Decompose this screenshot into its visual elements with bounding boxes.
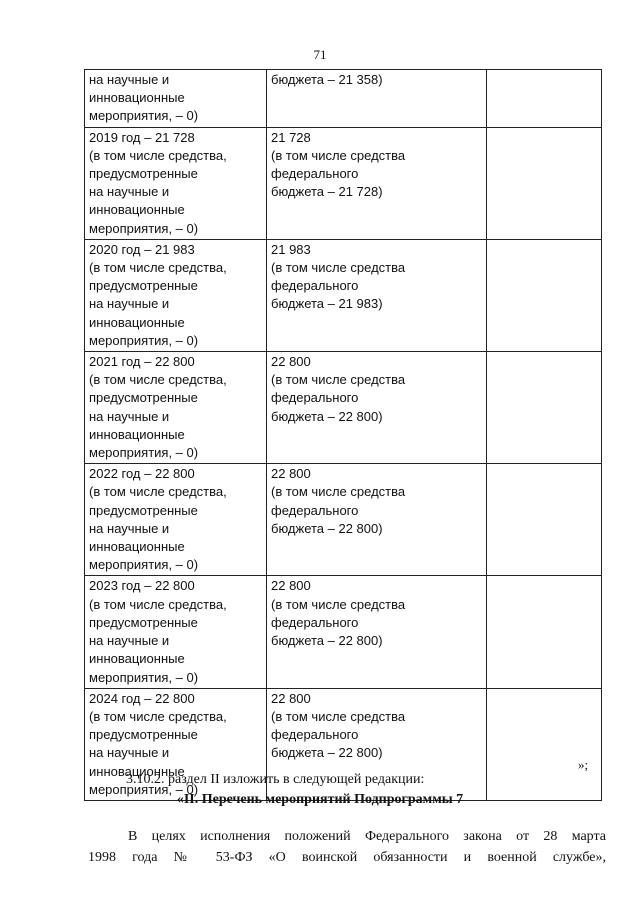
table-row (85, 70, 602, 128)
cell-line: (в том числе средства (271, 260, 406, 276)
cell-line: предусмотренные (89, 166, 198, 182)
cell-line: (в том числе средства (271, 372, 406, 388)
table-row (85, 127, 602, 239)
cell-line: инновационные (89, 202, 185, 218)
closing-quote: »; (578, 757, 589, 772)
cell-line: (в том числе средства, (89, 596, 227, 612)
table-row (85, 352, 602, 464)
year-cell (85, 127, 267, 239)
federal-budget-cell (267, 576, 487, 688)
cell-line: инновационные (89, 90, 185, 106)
cell-line: инновационные (89, 539, 185, 555)
cell-line: (в том числе средства (271, 484, 406, 500)
year-cell (85, 464, 267, 576)
cell-line: (в том числе средства, (89, 372, 227, 388)
cell-line: (в том числе средства, (89, 708, 227, 724)
cell-line: 2024 год – 22 800 (89, 690, 195, 706)
cell-line: (в том числе средства (271, 708, 406, 724)
cell-line: (в том числе средства (271, 147, 406, 163)
cell-line: (в том числе средства, (89, 484, 227, 500)
cell-line: мероприятия, – 0) (89, 781, 199, 797)
cell-line: на научные и (89, 633, 170, 649)
cell-line: 22 800 (271, 690, 311, 706)
cell-line: инновационные (89, 763, 185, 779)
paragraph-line: 1998 года № 53-ФЗ «О воинской обязанности и военной службе», (88, 850, 606, 865)
table-row (85, 576, 602, 688)
federal-budget-cell (267, 127, 487, 239)
cell-line: мероприятия, – 0) (89, 220, 199, 236)
year-cell (85, 239, 267, 351)
cell-line: 22 800 (271, 466, 311, 482)
federal-budget-cell (267, 239, 487, 351)
cell-line: мероприятия, – 0) (89, 445, 199, 461)
cell-line: бюджета – 22 800) (271, 633, 383, 649)
cell-line: предусмотренные (89, 614, 198, 630)
page-number: 71 (313, 47, 327, 62)
cell-line: предусмотренные (89, 727, 198, 743)
cell-line: 22 800 (271, 578, 311, 594)
body-paragraph (88, 826, 606, 868)
empty-cell (487, 576, 602, 688)
cell-line: (в том числе средства, (89, 260, 227, 276)
table-row (85, 239, 602, 351)
cell-line: 2022 год – 22 800 (89, 466, 195, 482)
cell-line: федерального (271, 390, 359, 406)
cell-line: 2021 год – 22 800 (89, 354, 195, 370)
cell-line: бюджета – 21 728) (271, 184, 383, 200)
cell-line: мероприятия, – 0) (89, 108, 199, 124)
cell-line: федерального (271, 502, 359, 518)
cell-line: бюджета – 21 358) (271, 72, 383, 87)
cell-line: на научные и (89, 520, 170, 536)
cell-line: 22 800 (271, 354, 311, 370)
cell-line: на научные и (89, 408, 170, 424)
cell-line: инновационные (89, 651, 185, 667)
cell-line: (в том числе средства, (89, 147, 227, 163)
cell-line: инновационные (89, 314, 185, 330)
cell-line: 21 728 (271, 129, 311, 145)
cell-line: федерального (271, 278, 359, 294)
federal-budget-cell (267, 70, 487, 128)
cell-line: на научные и (89, 745, 170, 761)
cell-line: 21 983 (271, 241, 311, 257)
cell-line: бюджета – 22 800) (271, 408, 383, 424)
cell-line: бюджета – 22 800) (271, 745, 383, 761)
year-cell (85, 70, 267, 128)
empty-cell (487, 127, 602, 239)
cell-line: 2019 год – 21 728 (89, 129, 195, 145)
year-cell (85, 576, 267, 688)
cell-line: предусмотренные (89, 502, 198, 518)
cell-line: на научные и (89, 72, 170, 87)
cell-line: 2020 год – 21 983 (89, 241, 195, 257)
cell-line: мероприятия, – 0) (89, 557, 199, 573)
empty-cell (487, 239, 602, 351)
table-row (85, 464, 602, 576)
cell-line: мероприятия, – 0) (89, 669, 199, 685)
federal-budget-cell (267, 464, 487, 576)
funding-table (84, 69, 602, 801)
federal-budget-cell (267, 352, 487, 464)
empty-cell (487, 464, 602, 576)
cell-line: 2023 год – 22 800 (89, 578, 195, 594)
cell-line: (в том числе средства (271, 596, 406, 612)
year-cell (85, 352, 267, 464)
empty-cell (487, 688, 602, 800)
cell-line: предусмотренные (89, 278, 198, 294)
cell-line: инновационные (89, 426, 185, 442)
cell-line: федерального (271, 727, 359, 743)
cell-line: федерального (271, 614, 359, 630)
cell-line: мероприятия, – 0) (89, 332, 199, 348)
item-text: 3.10.2. раздел II изложить в следующей редакции: (126, 772, 425, 787)
section-heading: «II. Перечень мероприятий Подпрограммы 7 (176, 792, 464, 807)
cell-line: на научные и (89, 296, 170, 312)
cell-line: предусмотренные (89, 390, 198, 406)
empty-cell (487, 352, 602, 464)
empty-cell (487, 70, 602, 128)
cell-line: бюджета – 21 983) (271, 296, 383, 312)
cell-line: федерального (271, 166, 359, 182)
cell-line: на научные и (89, 184, 170, 200)
paragraph-line: В целях исполнения положений Федерального закона от 28 марта (128, 829, 606, 844)
cell-line: бюджета – 22 800) (271, 520, 383, 536)
